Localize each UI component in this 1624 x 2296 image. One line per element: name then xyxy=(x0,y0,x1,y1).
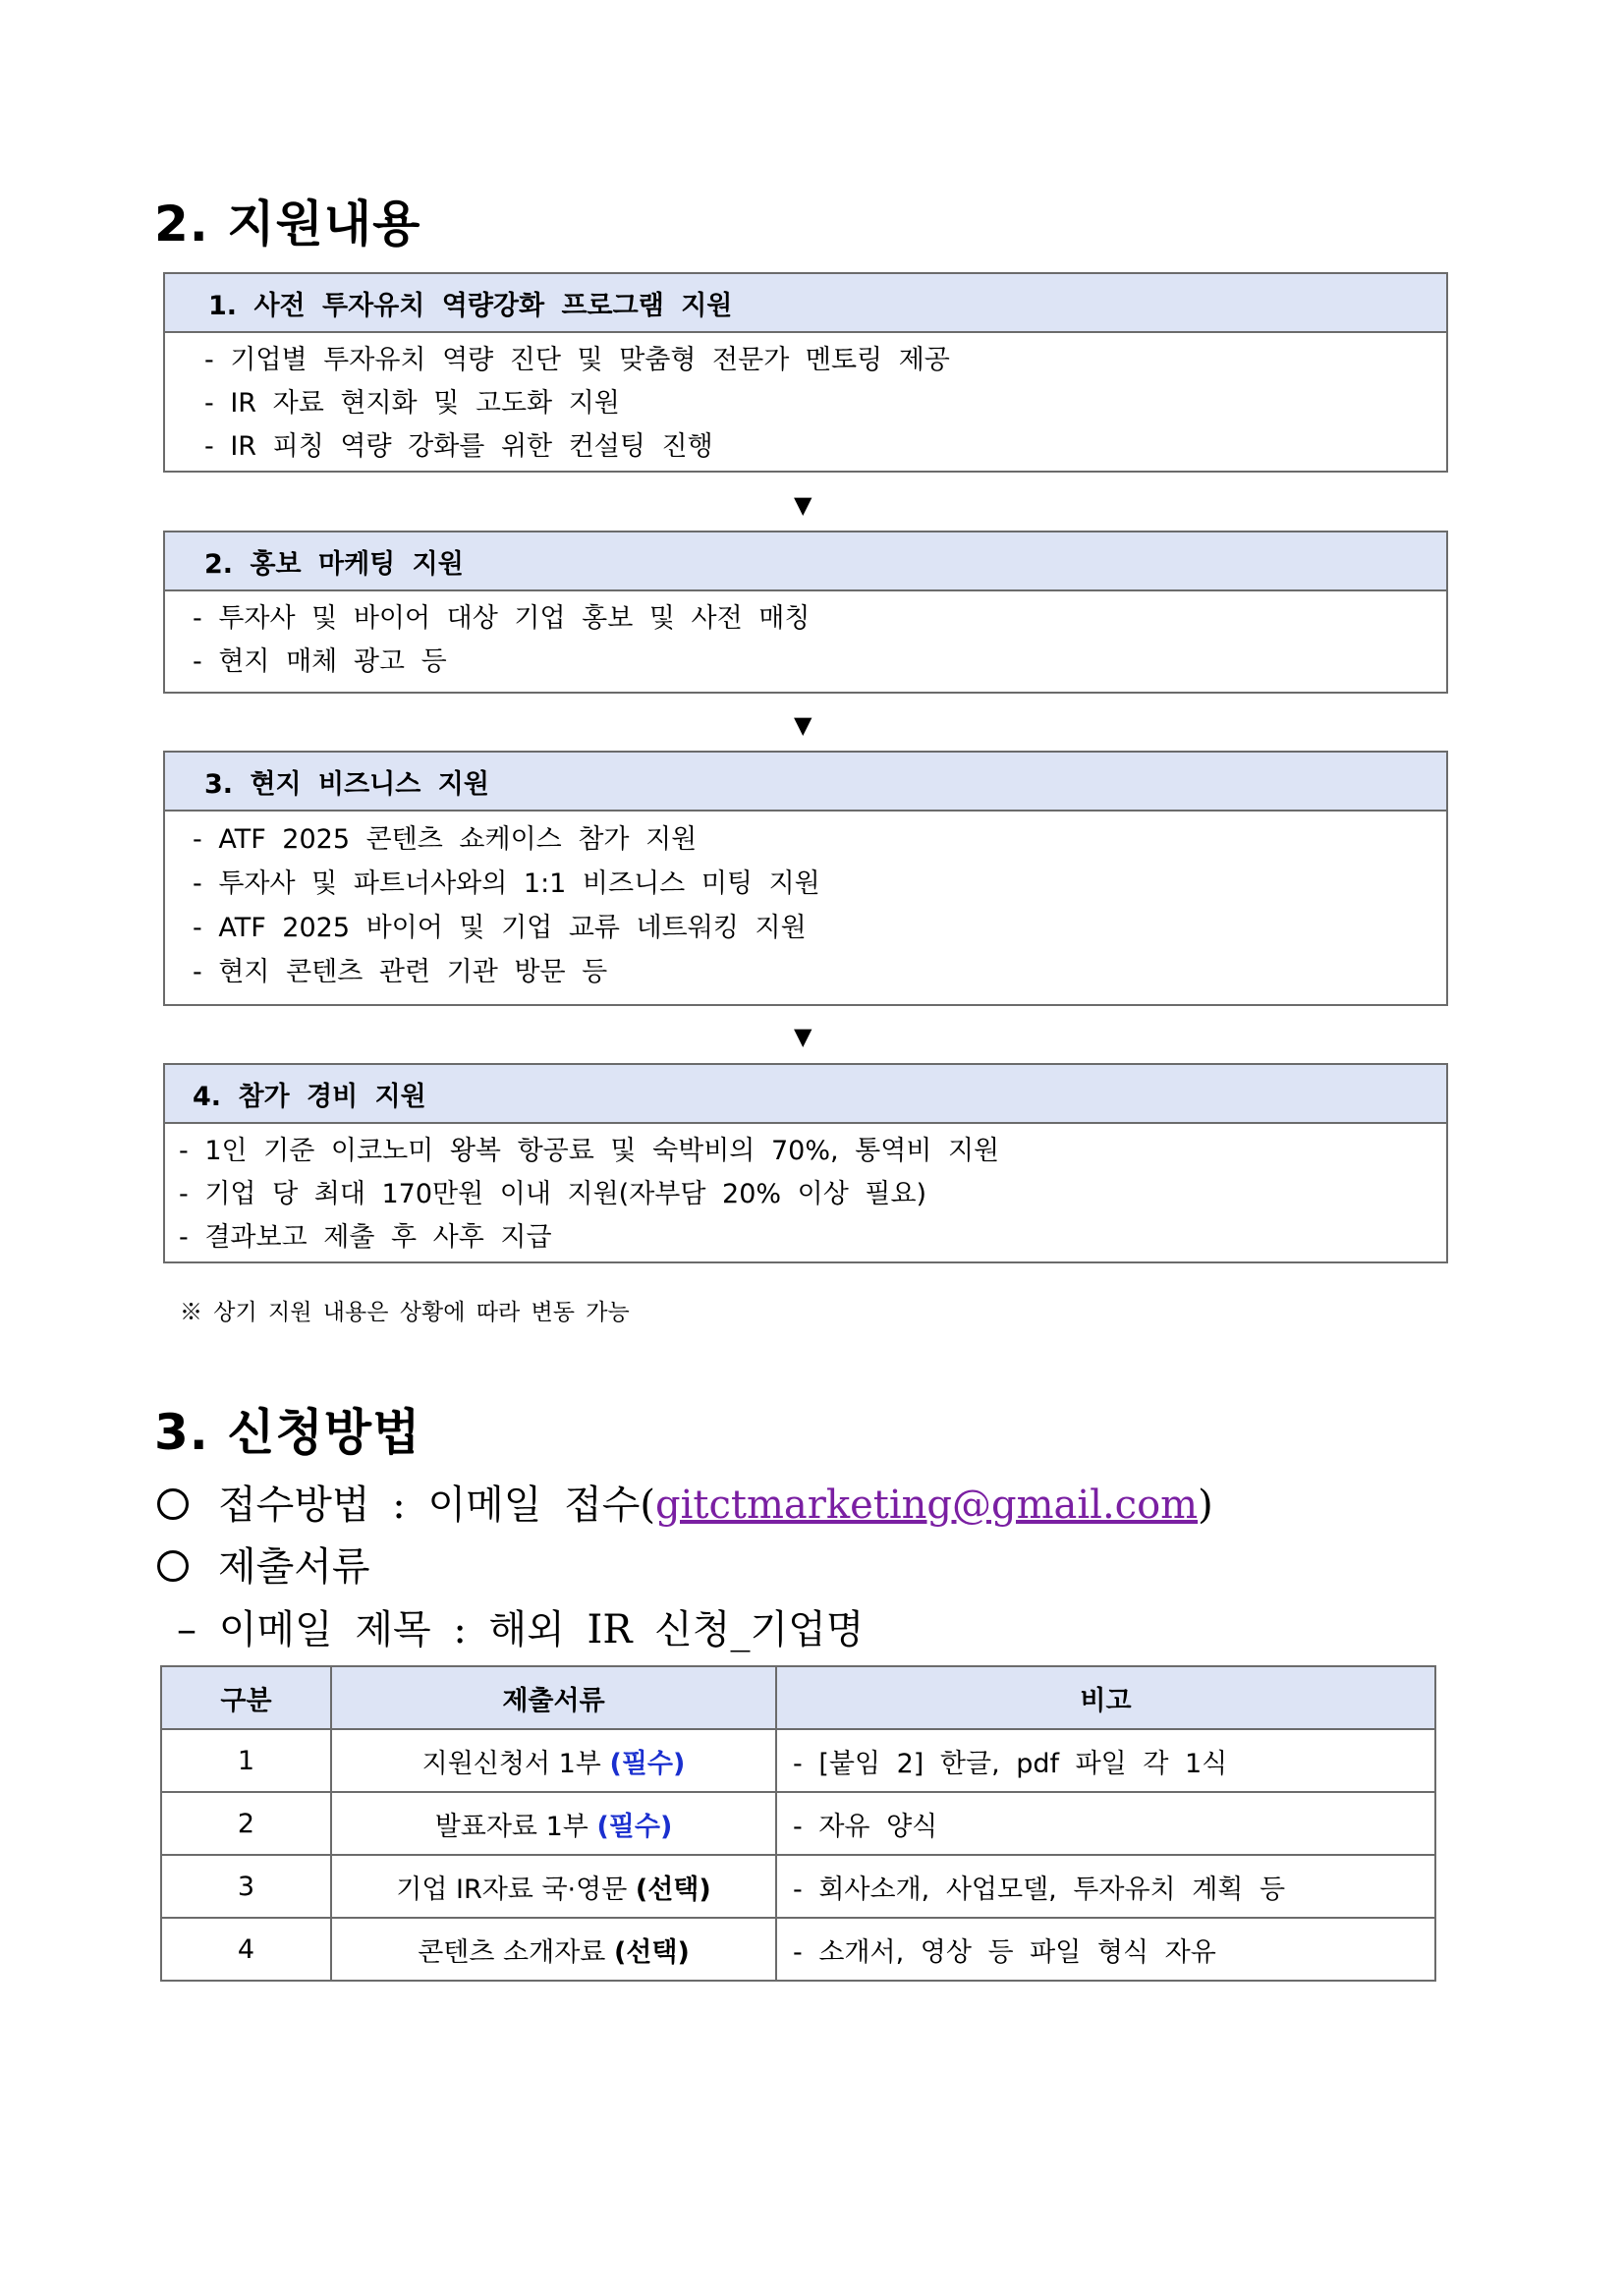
document-name: 지원신청서 1부 xyxy=(421,1748,601,1779)
support-box-local-business xyxy=(163,751,1448,1006)
support-item: - 투자사 및 파트너사와의 1:1 비즈니스 미팅 지원 xyxy=(193,868,820,899)
email-subject-line: – 이메일 제목 : 해외 IR 신청_기업명 xyxy=(177,1607,865,1652)
document-cell xyxy=(331,1792,776,1855)
table-row xyxy=(161,1729,1435,1792)
circle-bullet-icon xyxy=(157,1488,189,1520)
column-header: 구분 xyxy=(161,1666,331,1729)
required-tag: (필수) xyxy=(596,1811,673,1842)
documents-line xyxy=(157,1536,370,1592)
support-box-heading: 4. 참가 경비 지원 xyxy=(165,1065,1446,1124)
change-notice: ※ 상기 지원 내용은 상황에 따라 변동 가능 xyxy=(180,1300,630,1325)
support-item: - 현지 매체 광고 등 xyxy=(193,646,447,677)
support-item: - 결과보고 제출 후 사후 지급 xyxy=(179,1222,552,1253)
support-box-heading: 1. 사전 투자유치 역량강화 프로그램 지원 xyxy=(165,274,1446,333)
document-cell xyxy=(331,1855,776,1918)
documents-table xyxy=(160,1665,1436,1982)
document-name: 콘텐츠 소개자료 xyxy=(418,1936,606,1968)
application-method-line xyxy=(157,1474,1213,1530)
support-item: - 현지 콘텐츠 관련 기관 방문 등 xyxy=(193,957,608,987)
down-arrow-icon: ▼ xyxy=(794,711,812,739)
support-item: - 1인 기준 이코노미 왕복 항공료 및 숙박비의 70%, 통역비 지원 xyxy=(179,1136,1000,1166)
email-link[interactable]: gitctmarketing@gmail.com xyxy=(655,1483,1199,1528)
down-arrow-icon: ▼ xyxy=(794,491,812,519)
document-cell xyxy=(331,1729,776,1792)
optional-tag: (선택) xyxy=(613,1936,690,1968)
circle-bullet-icon xyxy=(157,1550,189,1582)
support-item: - 기업 당 최대 170만원 이내 지원(자부담 20% 이상 필요) xyxy=(179,1179,927,1209)
row-number: 4 xyxy=(161,1918,331,1981)
row-number: 2 xyxy=(161,1792,331,1855)
required-tag: (필수) xyxy=(609,1748,686,1779)
column-header: 비고 xyxy=(776,1666,1435,1729)
document-name: 기업 IR자료 국·영문 xyxy=(396,1874,628,1905)
support-item: - ATF 2025 바이어 및 기업 교류 네트워킹 지원 xyxy=(193,913,807,943)
support-item: - ATF 2025 콘텐츠 쇼케이스 참가 지원 xyxy=(193,824,698,855)
row-number: 3 xyxy=(161,1855,331,1918)
table-header-row xyxy=(161,1666,1435,1729)
table-row xyxy=(161,1918,1435,1981)
support-item: - 투자사 및 바이어 대상 기업 홍보 및 사전 매칭 xyxy=(193,603,811,634)
remark-cell: - 소개서, 영상 등 파일 형식 자유 xyxy=(776,1918,1435,1981)
support-box-pre-investment xyxy=(163,272,1448,473)
support-box-expenses xyxy=(163,1063,1448,1263)
remark-cell: - 회사소개, 사업모델, 투자유치 계획 등 xyxy=(776,1855,1435,1918)
support-box-heading: 3. 현지 비즈니스 지원 xyxy=(165,753,1446,812)
support-item: - IR 자료 현지화 및 고도화 지원 xyxy=(204,388,620,419)
support-box-marketing xyxy=(163,531,1448,694)
section-2-title: 2. 지원내용 xyxy=(154,196,421,252)
document-cell xyxy=(331,1918,776,1981)
documents-label: 제출서류 xyxy=(218,1544,370,1590)
table-row xyxy=(161,1792,1435,1855)
remark-cell: - [붙임 2] 한글, pdf 파일 각 1식 xyxy=(776,1729,1435,1792)
section-3-title: 3. 신청방법 xyxy=(154,1404,421,1461)
down-arrow-icon: ▼ xyxy=(794,1023,812,1050)
support-item: - IR 피칭 역량 강화를 위한 컨설팅 진행 xyxy=(204,431,713,462)
column-header: 제출서류 xyxy=(331,1666,776,1729)
row-number: 1 xyxy=(161,1729,331,1792)
remark-cell: - 자유 양식 xyxy=(776,1792,1435,1855)
table-row xyxy=(161,1855,1435,1918)
optional-tag: (선택) xyxy=(635,1874,711,1905)
support-item: - 기업별 투자유치 역량 진단 및 맞춤형 전문가 멘토링 제공 xyxy=(204,345,950,375)
document-name: 발표자료 1부 xyxy=(434,1811,588,1842)
method-label: 접수방법 : 이메일 접수( xyxy=(218,1483,655,1528)
method-close: ) xyxy=(1198,1483,1213,1528)
support-box-heading: 2. 홍보 마케팅 지원 xyxy=(165,532,1446,591)
